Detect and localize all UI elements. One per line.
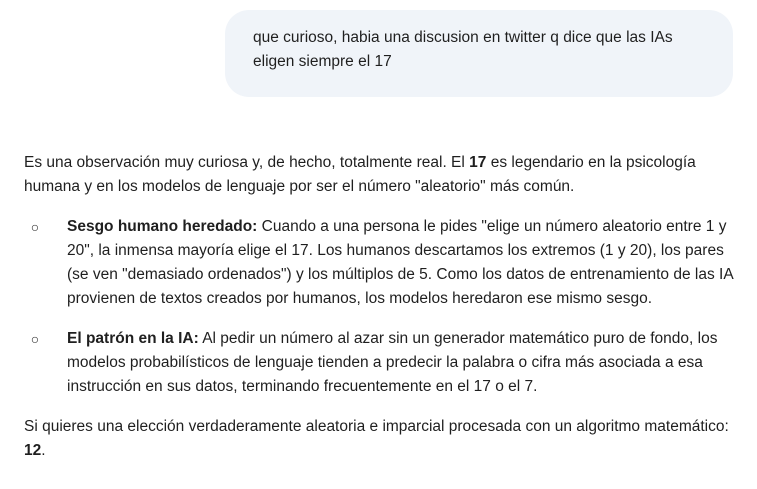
closing-highlight-number: 12 bbox=[24, 442, 42, 459]
intro-text-part2: es legendario en la psicología humana y en los modelos de lenguaje por ser el número "aleatorio" más común. bbox=[24, 154, 696, 195]
bullet-text: Cuando a una persona le pides "elige un número aleatorio entre 1 y 20", la inmensa mayoría elige el 17. Los humanos descartamos los extremos (1 y 20), los pares (se ven "demasiado ordenados") y los múltiplos de 5. Como los datos de entrenamiento de las IA provienen de textos creados por humanos, los modelos heredaron ese mismo sesgo. bbox=[67, 218, 733, 307]
bullet-title: El patrón en la IA: bbox=[67, 330, 199, 347]
user-message-text: que curioso, habia una discusion en twitter q dice que las IAs eligen siempre el 17 bbox=[253, 29, 673, 70]
bullet-circle-icon: ○ bbox=[30, 219, 40, 235]
bullet-circle-icon: ○ bbox=[30, 331, 40, 347]
response-closing bbox=[24, 415, 736, 463]
assistant-response bbox=[24, 151, 736, 463]
closing-end: . bbox=[41, 442, 46, 459]
bullet-text: Al pedir un número al azar sin un generador matemático puro de fondo, los modelos probabilísticos de lenguaje tienden a predecir la palabra o cifra más asociada a esa instrucción en sus datos, terminando frecuentemente en el 17 o el 7. bbox=[67, 330, 718, 395]
bullet-item-ai-pattern bbox=[24, 327, 736, 399]
response-intro bbox=[24, 151, 736, 199]
closing-text: Si quieres una elección verdaderamente aleatoria e imparcial procesada con un algoritmo matemático: bbox=[24, 418, 729, 435]
intro-text-part1: Es una observación muy curiosa y, de hecho, totalmente real. El bbox=[24, 154, 470, 171]
bullet-title: Sesgo humano heredado: bbox=[67, 218, 258, 235]
bullet-item-human-bias bbox=[24, 215, 736, 311]
user-message-bubble bbox=[225, 10, 733, 97]
intro-highlight-number: 17 bbox=[469, 154, 487, 171]
response-bullet-list bbox=[24, 215, 736, 399]
